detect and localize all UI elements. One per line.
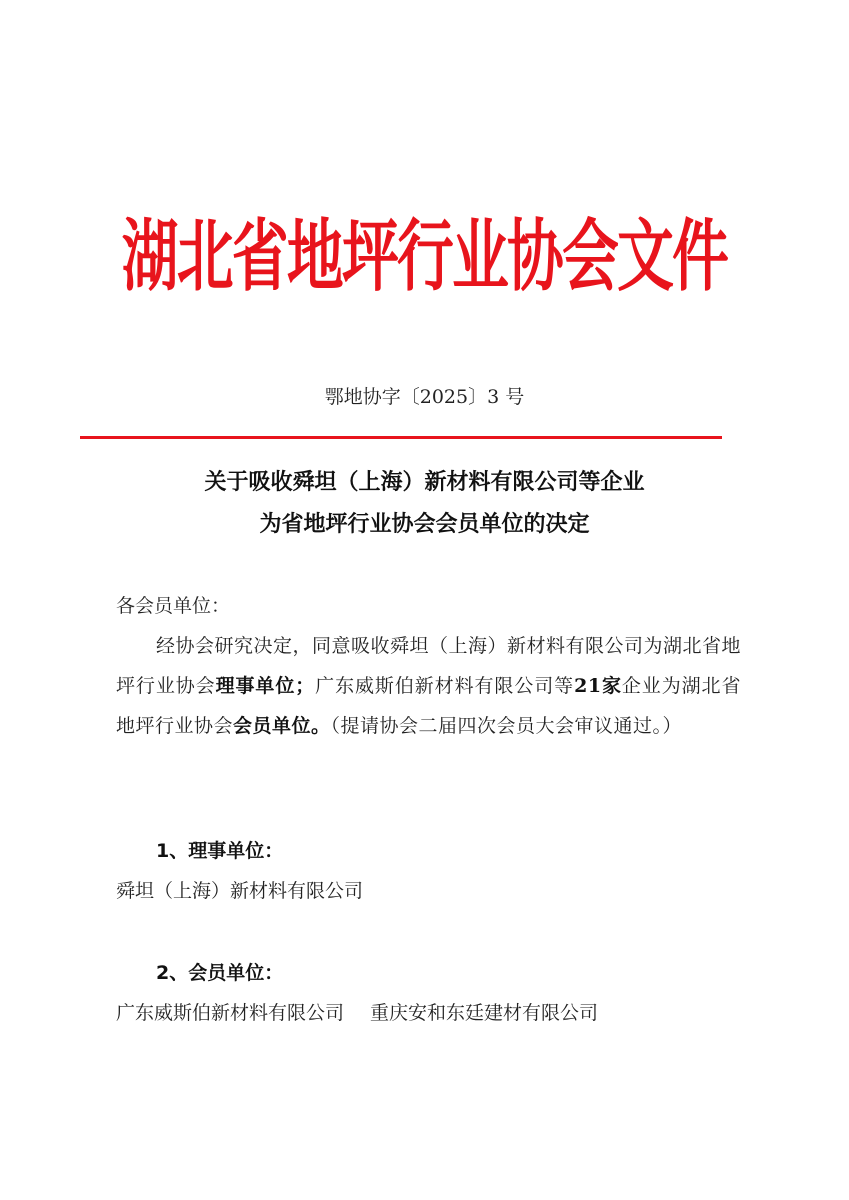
body-paragraph bbox=[116, 626, 741, 746]
body-text: 企业为湖北省地坪行业协会 bbox=[116, 675, 741, 737]
document-number: 鄂地协字〔2025〕3 号 bbox=[324, 386, 525, 408]
body-emphasis: 理事单位； bbox=[215, 675, 315, 697]
list-item: 广东威斯伯新材料有限公司 bbox=[116, 1002, 345, 1024]
body-emphasis: 21家 bbox=[574, 675, 622, 697]
document-title-line-1: 关于吸收舜坦（上海）新材料有限公司等企业 bbox=[204, 470, 645, 495]
salutation: 各会员单位： bbox=[116, 595, 231, 617]
list-item: 重庆安和东廷建材有限公司 bbox=[370, 1002, 599, 1024]
body-text: （提请协会二届四次会员大会审议通过。） bbox=[330, 715, 683, 737]
list-item: 舜坦（上海）新材料有限公司 bbox=[116, 880, 364, 902]
document-masthead: 湖北省地坪行业协会文件 bbox=[121, 210, 728, 302]
section-heading-directors: 1、理事单位： bbox=[156, 840, 284, 862]
red-divider-line bbox=[80, 436, 722, 439]
body-emphasis: 会员单位。 bbox=[233, 715, 331, 737]
body-text: 广东威斯伯新材料有限公司等 bbox=[314, 675, 575, 697]
body-text: 经协会研究决定，同意吸收舜坦（上海）新材料有限公司为湖北省地坪行业协会 bbox=[116, 635, 742, 697]
member-list-row bbox=[116, 998, 598, 1025]
document-title-line-2: 为省地坪行业协会会员单位的决定 bbox=[259, 512, 590, 537]
section-heading-members: 2、会员单位： bbox=[156, 962, 284, 984]
